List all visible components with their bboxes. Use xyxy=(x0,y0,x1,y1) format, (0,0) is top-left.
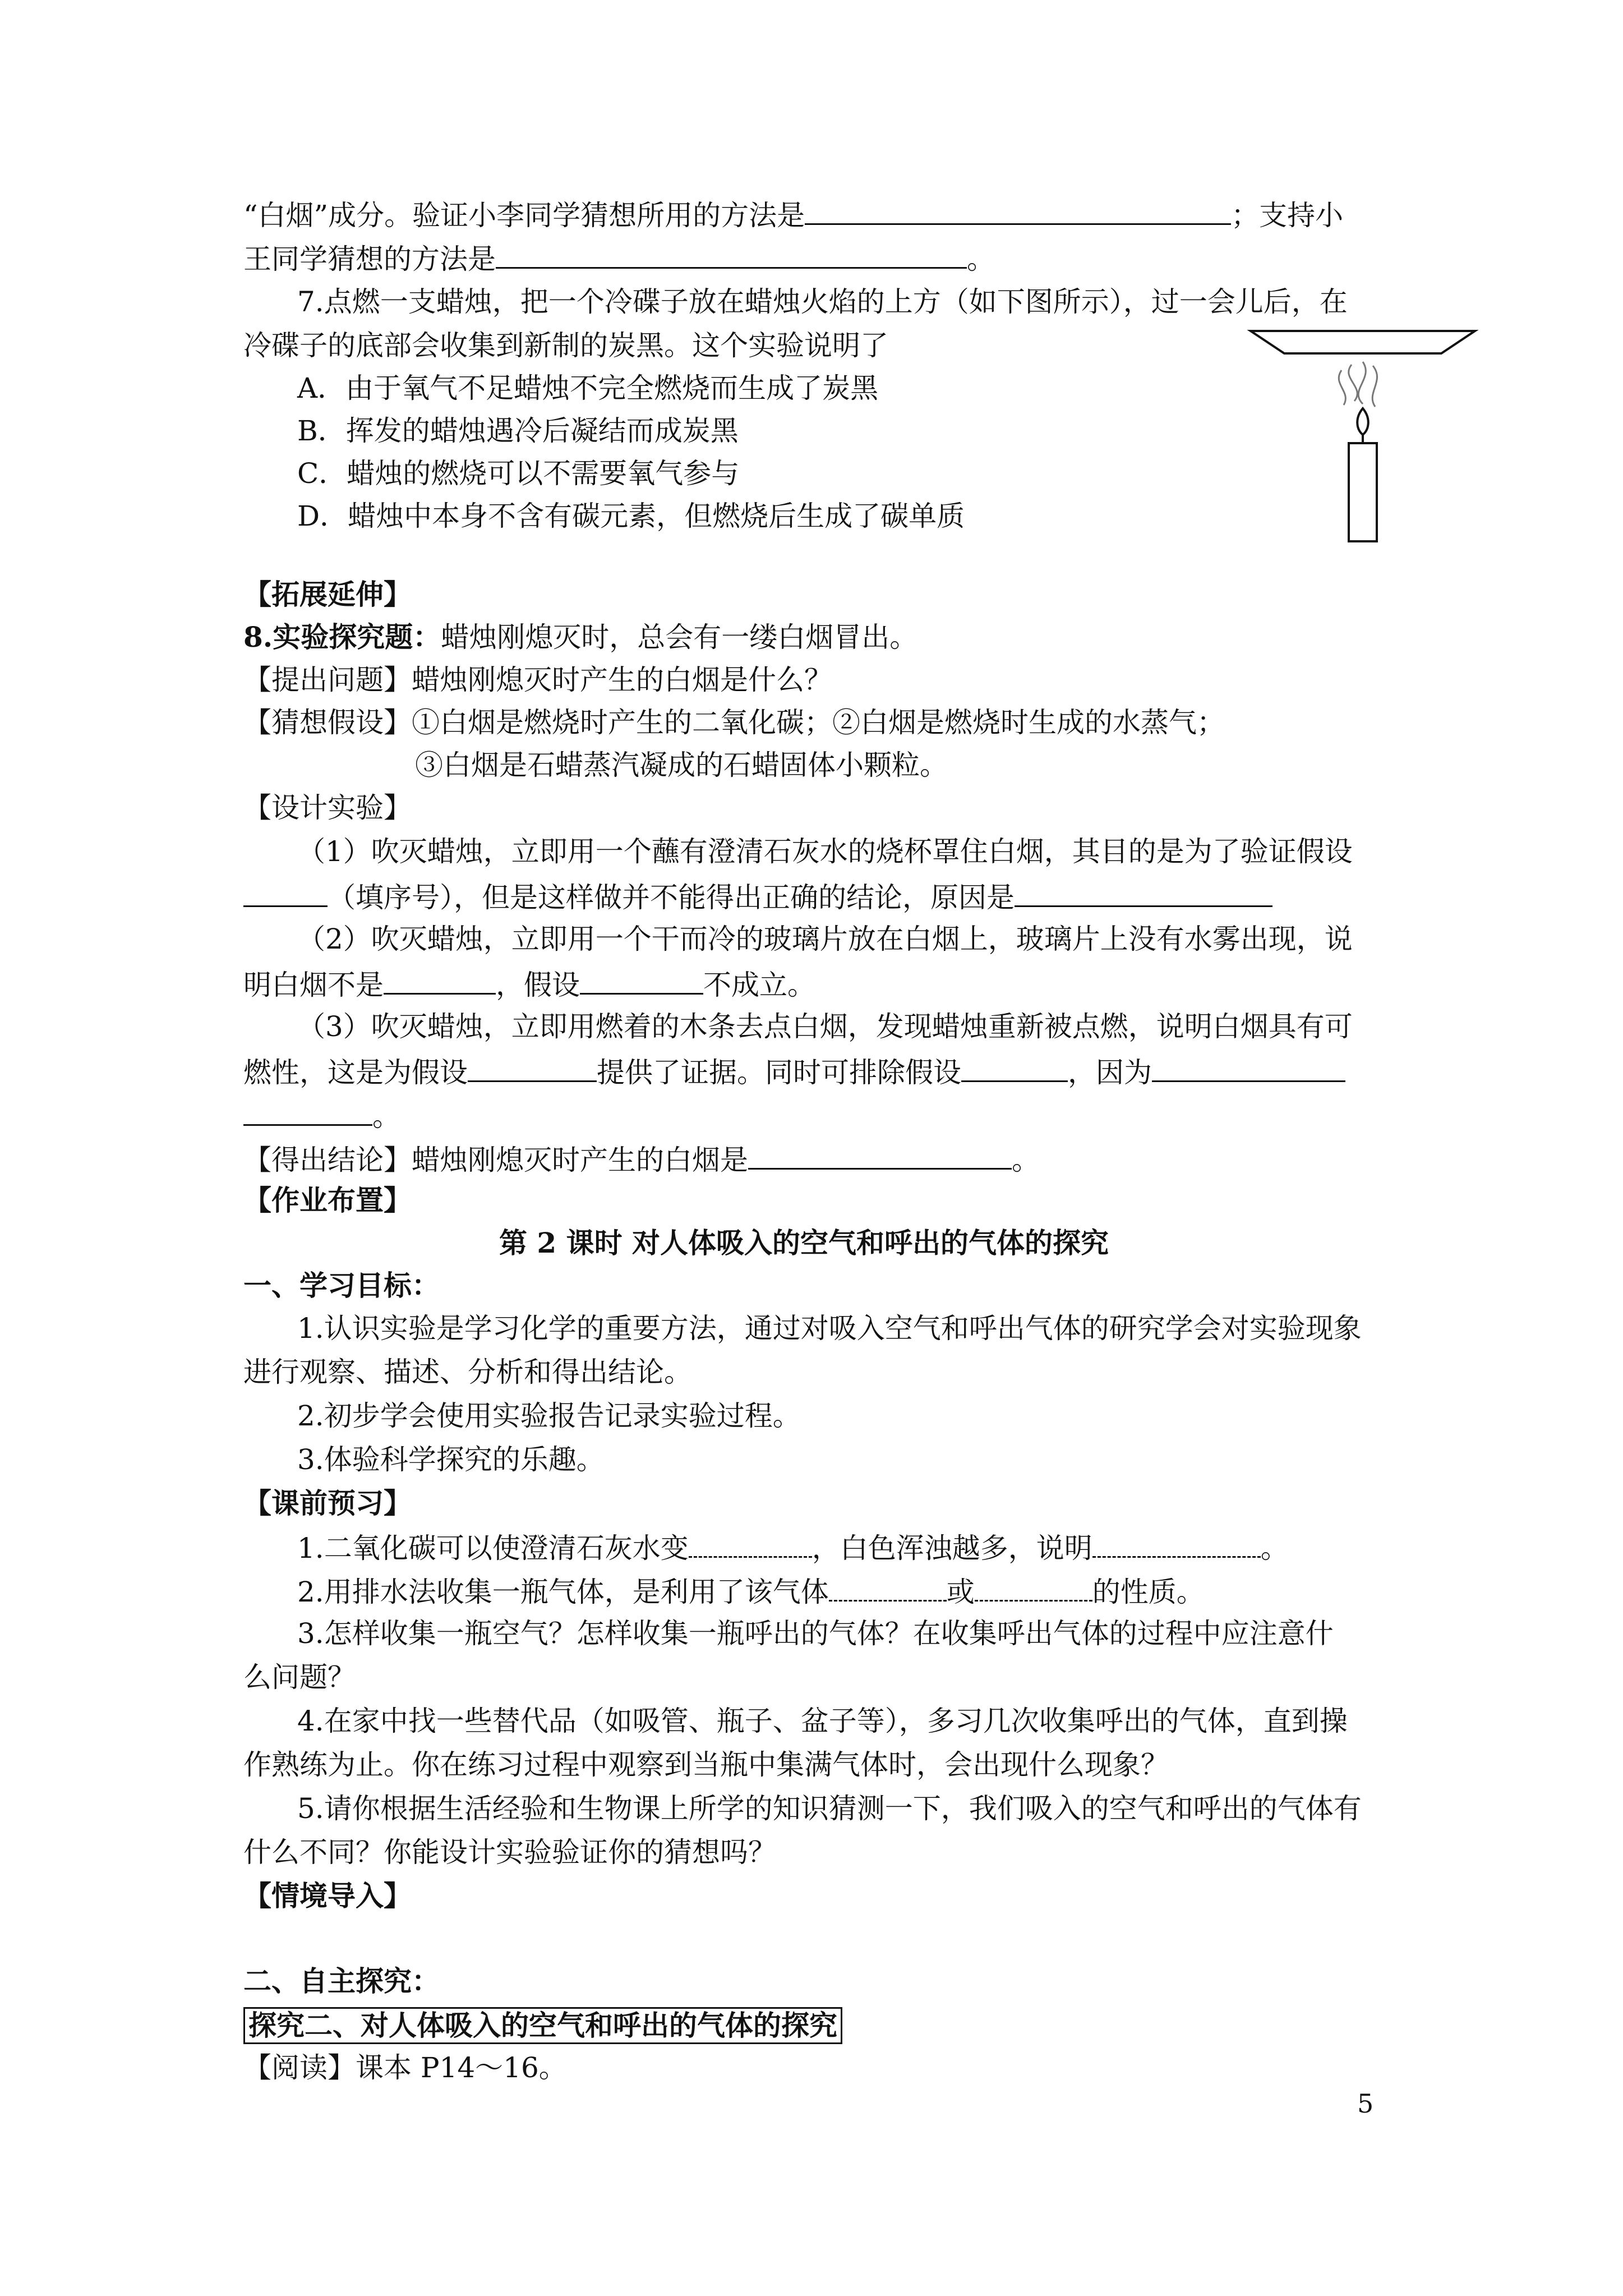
q6-line-2 xyxy=(243,240,995,276)
goal-1-line-1: 1.认识实验是学习化学的重要方法，通过对吸入空气和呼出气体的研究学会对实验现象 xyxy=(297,1312,1362,1345)
answer-blank[interactable] xyxy=(243,1097,372,1126)
reading-line: 【阅读】课本 P14～16。 xyxy=(243,2051,567,2084)
page-number: 5 xyxy=(1357,2088,1374,2119)
exp3-text: 燃性，这是为假设 xyxy=(243,1056,468,1089)
exp1-text: （填序号），但是这样做并不能得出正确的结论，原因是 xyxy=(328,881,1015,914)
preview-4-line-1: 4.在家中找一些替代品（如吸管、瓶子、盆子等），多习几次收集呼出的气体，直到操 xyxy=(297,1705,1348,1737)
homework-heading: 【作业布置】 xyxy=(243,1184,412,1217)
conclusion-text: 。 xyxy=(1012,1144,1040,1176)
q8-label: 8.实验探究题： xyxy=(243,620,441,654)
exp2-line-1: （2）吹灭蜡烛，立即用一个干而冷的玻璃片放在白烟上，玻璃片上没有水雾出现，说 xyxy=(297,923,1353,955)
answer-blank[interactable] xyxy=(468,1053,597,1082)
exp3-line-3 xyxy=(243,1097,400,1133)
flame-shape xyxy=(1357,408,1368,435)
conclusion-line xyxy=(243,1141,1040,1177)
design-heading: 【设计实验】 xyxy=(243,792,412,824)
exp2-line-2 xyxy=(243,966,815,1002)
answer-blank[interactable] xyxy=(961,1053,1068,1082)
q6-line-1 xyxy=(243,196,1343,232)
preview-2 xyxy=(297,1573,1205,1609)
exp2-text: 明白烟不是 xyxy=(243,969,384,1001)
q6-text: “白烟”成分。验证小李同学猜想所用的方法是 xyxy=(243,199,805,232)
q8-line xyxy=(243,620,917,654)
hypothesis-text: ①白烟是燃烧时产生的二氧化碳；②白烟是燃烧时生成的水蒸气； xyxy=(412,706,1225,739)
cold-dish-shape xyxy=(1251,331,1475,353)
answer-blank[interactable] xyxy=(1015,878,1272,907)
conclusion-text: 【得出结论】蜡烛刚熄灭时产生的白烟是 xyxy=(243,1144,748,1176)
q7-line-1: 7.点燃一支蜡烛，把一个冷碟子放在蜡烛火焰的上方（如下图所示），过一会儿后，在 xyxy=(297,286,1348,318)
answer-blank[interactable] xyxy=(1152,1053,1345,1082)
answer-blank[interactable] xyxy=(829,1573,947,1602)
preview-text: 或 xyxy=(946,1576,975,1608)
exp3-line-2 xyxy=(243,1053,1345,1089)
q7-option-b: B．挥发的蜡烛遇冷后凝结而成炭黑 xyxy=(297,415,739,447)
exp3-text: ，因为 xyxy=(1068,1056,1152,1089)
preview-text: ，白色浑浊越多，说明 xyxy=(811,1532,1092,1565)
exp3-line-1: （3）吹灭蜡烛，立即用燃着的木条去点白烟，发现蜡烛重新被点燃，说明白烟具有可 xyxy=(297,1010,1353,1043)
q8-text: 蜡烛刚熄灭时，总会有一缕白烟冒出。 xyxy=(441,621,918,654)
answer-blank[interactable] xyxy=(805,196,1231,225)
exp3-text: 。 xyxy=(372,1100,400,1133)
answer-blank[interactable] xyxy=(496,240,967,269)
goal-2: 2.初步学会使用实验报告记录实验过程。 xyxy=(297,1400,801,1432)
intro-heading: 【情境导入】 xyxy=(243,1879,412,1912)
preview-3-line-1: 3.怎样收集一瓶空气？怎样收集一瓶呼出的气体？在收集呼出气体的过程中应注意什 xyxy=(297,1617,1334,1650)
explore-box: 探究二、对人体吸入的空气和呼出的气体的探究 xyxy=(243,2007,842,2044)
candle-shape xyxy=(1349,443,1377,541)
q6-text: ；支持小 xyxy=(1231,199,1344,232)
candle-dish-figure xyxy=(1245,325,1481,561)
exp1-line-1: （1）吹灭蜡烛，立即用一个蘸有澄清石灰水的烧杯罩住白烟，其目的是为了验证假设 xyxy=(297,835,1353,868)
section-heading-extend: 【拓展延伸】 xyxy=(243,578,412,611)
preview-5-line-1: 5.请你根据生活经验和生物课上所学的知识猜测一下，我们吸入的空气和呼出的气体有 xyxy=(297,1792,1362,1825)
preview-1 xyxy=(297,1529,1289,1565)
q7-line-2: 冷碟子的底部会收集到新制的炭黑。这个实验说明了 xyxy=(243,329,888,362)
q6-text: 。 xyxy=(967,243,995,275)
question-line: 【提出问题】蜡烛刚熄灭时产生的白烟是什么？ xyxy=(243,664,832,696)
goal-1-line-2: 进行观察、描述、分析和得出结论。 xyxy=(243,1356,692,1388)
explore-box-line xyxy=(243,2007,842,2044)
preview-3-line-2: 么问题？ xyxy=(243,1661,356,1694)
hypothesis-line-1 xyxy=(243,706,1225,739)
preview-4-line-2: 作熟练为止。你在练习过程中观察到当瓶中集满气体时，会出现什么现象？ xyxy=(243,1749,1169,1781)
preview-text: 。 xyxy=(1260,1532,1289,1565)
preview-heading: 【课前预习】 xyxy=(243,1487,412,1520)
exp2-text: ，假设 xyxy=(496,969,580,1001)
preview-text: 的性质。 xyxy=(1092,1576,1205,1608)
q6-text: 王同学猜想的方法是 xyxy=(243,243,496,275)
preview-text: 2.用排水法收集一瓶气体，是利用了该气体 xyxy=(297,1576,829,1608)
hypothesis-line-2: ③白烟是石蜡蒸汽凝成的石蜡固体小颗粒。 xyxy=(415,749,948,781)
exp2-text: 不成立。 xyxy=(703,969,815,1001)
goal-3: 3.体验科学探究的乐趣。 xyxy=(297,1443,605,1476)
answer-blank[interactable] xyxy=(689,1529,812,1558)
answer-blank[interactable] xyxy=(975,1573,1092,1602)
q7-option-d: D．蜡烛中本身不含有碳元素，但燃烧后生成了碳单质 xyxy=(297,500,965,532)
hypothesis-label: 【猜想假设】 xyxy=(243,706,412,739)
exp3-text: 提供了证据。同时可排除假设 xyxy=(597,1056,961,1089)
answer-blank[interactable] xyxy=(748,1141,1012,1170)
q7-option-c: C．蜡烛的燃烧可以不需要氧气参与 xyxy=(297,457,740,490)
preview-text: 1.二氧化碳可以使澄清石灰水变 xyxy=(297,1532,689,1565)
q7-option-a: A．由于氧气不足蜡烛不完全燃烧而生成了炭黑 xyxy=(297,372,879,404)
answer-blank[interactable] xyxy=(580,966,703,995)
goals-heading: 一、学习目标： xyxy=(243,1269,440,1302)
exp1-line-2 xyxy=(243,878,1272,914)
lesson-title: 第 2 课时 对人体吸入的空气和呼出的气体的探究 xyxy=(499,1226,1109,1259)
answer-blank[interactable] xyxy=(384,966,496,995)
preview-5-line-2: 什么不同？你能设计实验验证你的猜想吗？ xyxy=(243,1836,776,1869)
answer-blank[interactable] xyxy=(243,878,328,907)
explore-heading: 二、自主探究： xyxy=(243,1964,440,1998)
answer-blank[interactable] xyxy=(1092,1529,1261,1558)
